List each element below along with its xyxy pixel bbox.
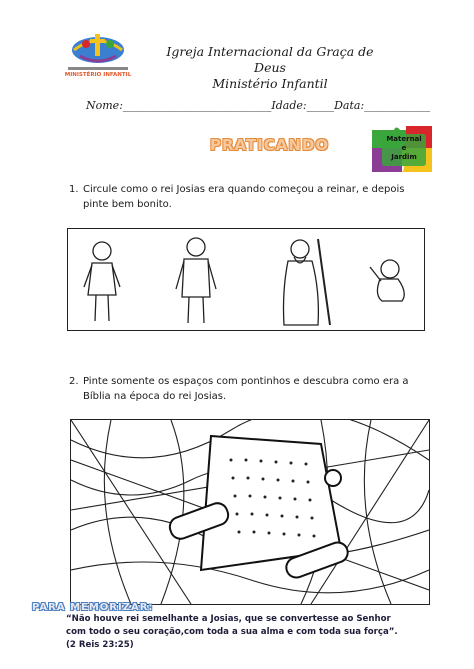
memorize-title: PARA MEMORIZAR: xyxy=(32,602,154,613)
puzzle-label-bottom: Jardim xyxy=(391,153,417,161)
section-title: PRATICANDO xyxy=(210,136,330,154)
header-line-1: Igreja Internacional da Graça de Deus xyxy=(166,44,374,75)
question-1-text: Circule como o rei Josias era quando começou a reinar, e depois pinte bem bonito. xyxy=(83,184,405,210)
question-2-number: 2. xyxy=(69,376,79,387)
question-2 xyxy=(69,374,429,404)
question-1 xyxy=(69,182,429,212)
question-1-number: 1. xyxy=(69,184,79,195)
header-line-2: Ministério Infantil xyxy=(212,76,328,91)
header-title xyxy=(150,44,390,92)
josias-figures-box xyxy=(67,228,425,331)
logo-caption: MINISTÉRIO INFANTIL xyxy=(64,72,132,78)
memorize-verse: “Não houve rei semelhante a Josias, que se convertesse ao Senhor com todo o seu coração,com toda a sua alma e com toda sua força”.(2 Reis 23:25) xyxy=(66,614,398,650)
scroll-coloring-mosaic xyxy=(70,419,430,605)
scroll-shape xyxy=(167,436,350,580)
baby-figure xyxy=(370,260,404,301)
young-man-figure xyxy=(176,238,216,323)
puzzle-label-middle: e xyxy=(401,144,407,152)
old-man-figure xyxy=(284,239,331,325)
church-logo xyxy=(58,30,138,82)
puzzle-badge xyxy=(368,124,436,176)
puzzle-label-top: Maternal xyxy=(386,135,422,143)
student-info-line: Nome:___________________________Idade:_____Data:____________ xyxy=(86,99,431,112)
boy-king-figure xyxy=(84,242,120,321)
question-2-text: Pinte somente os espaços com pontinhos e descubra como era a Bíblia na época do rei Josias. xyxy=(83,376,409,402)
